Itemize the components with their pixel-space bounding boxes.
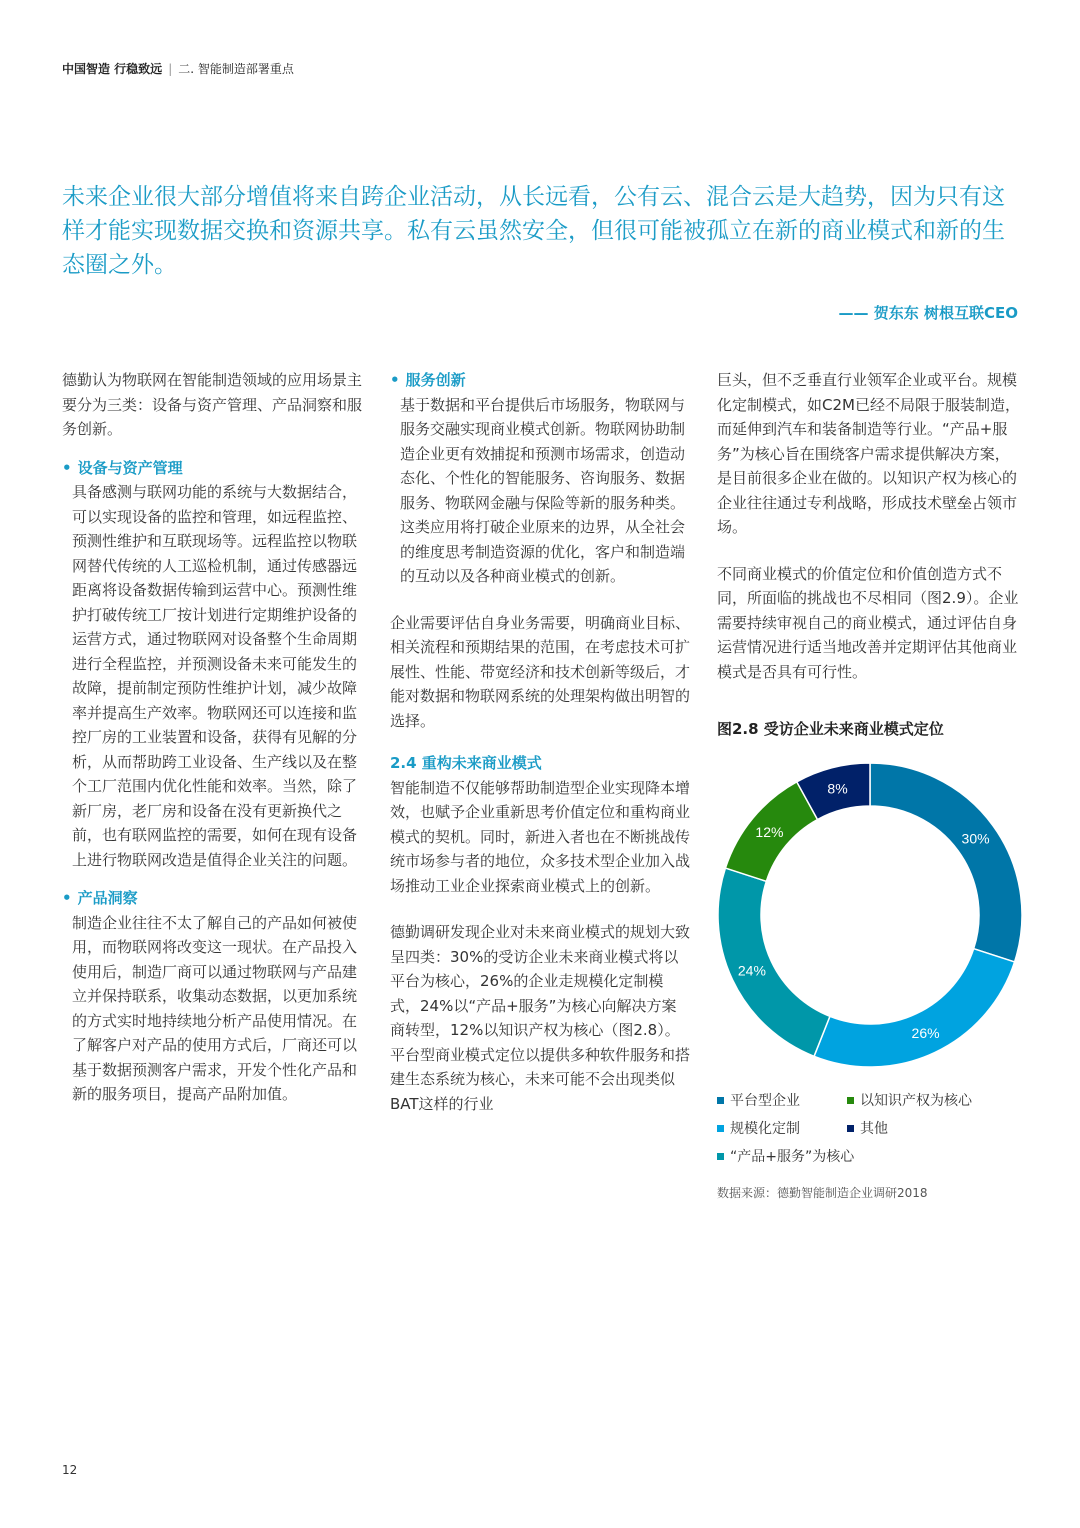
quote-attribution: —— 贺东东 树根互联CEO [838, 304, 1018, 322]
figure-title: 图2.8 受访企业未来商业模式定位 [717, 720, 944, 738]
legend-swatch [717, 1125, 724, 1132]
page-number: 12 [62, 1463, 78, 1477]
bullet-dot-icon: • [390, 371, 400, 389]
donut-label-3: 12% [755, 823, 784, 840]
pull-quote: 未来企业很大部分增值将来自跨企业活动，从长远看，公有云、混合云是大趋势，因为只有这样才能实现数据交换和资源共享。私有云虽然安全，但很可能被孤立在新的商业模式和新的生态圈之外。 [62, 184, 1005, 278]
donut-chart [715, 760, 1025, 1070]
intro-paragraph: 德勤认为物联网在智能制造领域的应用场景主要分为三类：设备与资产管理、产品洞察和服务创新。 [62, 371, 363, 438]
bullet-dot-icon: • [62, 889, 72, 907]
donut-label-4: 8% [827, 780, 848, 797]
donut-label-1: 26% [911, 1025, 940, 1042]
donut-slice-1 [814, 949, 1015, 1067]
legend-label: 其他 [860, 1121, 888, 1137]
bullet-heading-product-insight [62, 886, 362, 911]
bullet-title: 设备与资产管理 [77, 458, 183, 477]
bullet-heading-service-innovation [390, 368, 690, 393]
body-paragraph: 不同商业模式的价值定位和价值创造方式不同，所面临的挑战也不尽相同（图2.9）。企业需要持续审视自己的商业模式，通过评估自身运营情况进行适当地改善并定期评估其他商业模式是否具有可行性。 [717, 564, 1019, 681]
report-title: 中国智造 行稳致远 [62, 62, 163, 76]
legend-swatch [717, 1153, 724, 1160]
bullet-paragraph: 制造企业往往不太了解自己的产品如何被使用，而物联网将改变这一现状。在产品投入使用后，制造厂商可以通过物联网与产品建立并保持联系，收集动态数据，以更加系统的方式实时地持续地分析产品使用情况。在了解客户对产品的使用方式后，厂商还可以基于数据预测客户需求，开发个性化产品和新的服务项目，提高产品附加值。 [72, 913, 358, 1103]
section-name: 二. 智能制造部署重点 [178, 62, 294, 76]
section-heading: 2.4 重构未来商业模式 [390, 754, 542, 772]
bullet-dot-icon: • [62, 458, 72, 477]
header-separator: | [168, 62, 173, 76]
chart-legend [717, 1086, 1017, 1170]
body-paragraph: 企业需要评估自身业务需要，明确商业目标、相关流程和预期结果的范围，在考虑技术可扩展性、性能、带宽经济和技术创新等级后，才能对数据和物联网系统的处理架构做出明智的选择。 [390, 613, 691, 730]
figure-source: 数据来源：德勤智能制造企业调研2018 [717, 1186, 928, 1200]
bullet-title: 产品洞察 [77, 889, 138, 907]
bullet-paragraph: 具备感测与联网功能的系统与大数据结合，可以实现设备的监控和管理，如远程监控、预测性维护和互联现场等。远程监控以物联网替代传统的人工巡检机制，通过传感器远距离将设备数据传输到运营中心。预测性维护打破传统工厂按计划进行定期维护设备的运营方式，通过物联网对设备整个生命周期进行全程监控，并预测设备未来可能发生的故障，提前制定预防性维护计划，减少故障率并提高生产效率。物联网还可以连接和监控厂房的工业装置和设备，获得有见解的分析，从而帮助跨工业设备、生产线以及在整个工厂范围内优化性能和效率。当然，除了新厂房，老厂房和设备在没有更新换代之前，也有联网监控的需要，如何在现有设备上进行物联网改造是值得企业关注的问题。 [72, 483, 358, 869]
legend-item-platform [717, 1090, 847, 1110]
legend-swatch [847, 1097, 854, 1104]
column-1 [62, 368, 362, 1107]
donut-label-2: 24% [737, 962, 766, 979]
bullet-paragraph: 基于数据和平台提供后市场服务，物联网与服务交融实现商业模式创新。物联网协助制造企业更有效捕捉和预测市场需求，创造动态化、个性化的智能服务、咨询服务、数据服务、物联网金融与保险等新的服务种类。这类应用将打破企业原来的边界，从全社会的维度思考制造资源的优化，客户和制造端的互动以及各种商业模式的创新。 [400, 395, 686, 585]
column-2 [390, 368, 690, 1116]
legend-item-product-service [717, 1146, 977, 1166]
body-paragraph: 巨头，但不乏垂直行业领军企业或平台。规模化定制模式，如C2M已经不局限于服装制造，而延伸到汽车和装备制造等行业。“产品+服务”为核心旨在围绕客户需求提供解决方案，是目前很多企业在做的。以知识产权为核心的企业往往通过专利战略，形成技术壁垒占领市场。 [717, 371, 1020, 536]
legend-label: 规模化定制 [730, 1121, 800, 1137]
legend-swatch [717, 1097, 724, 1104]
legend-label: “产品+服务”为核心 [730, 1149, 855, 1165]
running-header [62, 60, 294, 77]
body-paragraph: 智能制造不仅能够帮助制造型企业实现降本增效，也赋予企业重新思考价值定位和重构商业模式的契机。同时，新进入者也在不断挑战传统市场参与者的地位，众多技术型企业加入战场推动工业企业探索商业模式上的创新。 [390, 778, 691, 895]
legend-item-ip [847, 1090, 977, 1110]
body-paragraph: 德勤调研发现企业对未来商业模式的规划大致呈四类：30%的受访企业未来商业模式将以平台为核心，26%的企业走规模化定制模式，24%以“产品+服务”为核心向解决方案商转型，12%以知识产权为核心（图2.8）。平台型商业模式定位以提供多种软件服务和搭建生态系统为核心，未来可能不会出现类似BAT这样的行业 [390, 923, 691, 1113]
donut-slice-2 [718, 868, 830, 1056]
legend-label: 平台型企业 [730, 1093, 800, 1109]
legend-swatch [847, 1125, 854, 1132]
donut-label-0: 30% [961, 830, 990, 847]
donut-slice-0 [870, 763, 1022, 962]
legend-item-other [847, 1118, 977, 1138]
bullet-title: 服务创新 [405, 371, 466, 389]
legend-label: 以知识产权为核心 [860, 1093, 972, 1109]
column-3 [717, 368, 1022, 684]
bullet-heading-asset-management [62, 456, 362, 481]
legend-item-mass-customization [717, 1118, 847, 1138]
